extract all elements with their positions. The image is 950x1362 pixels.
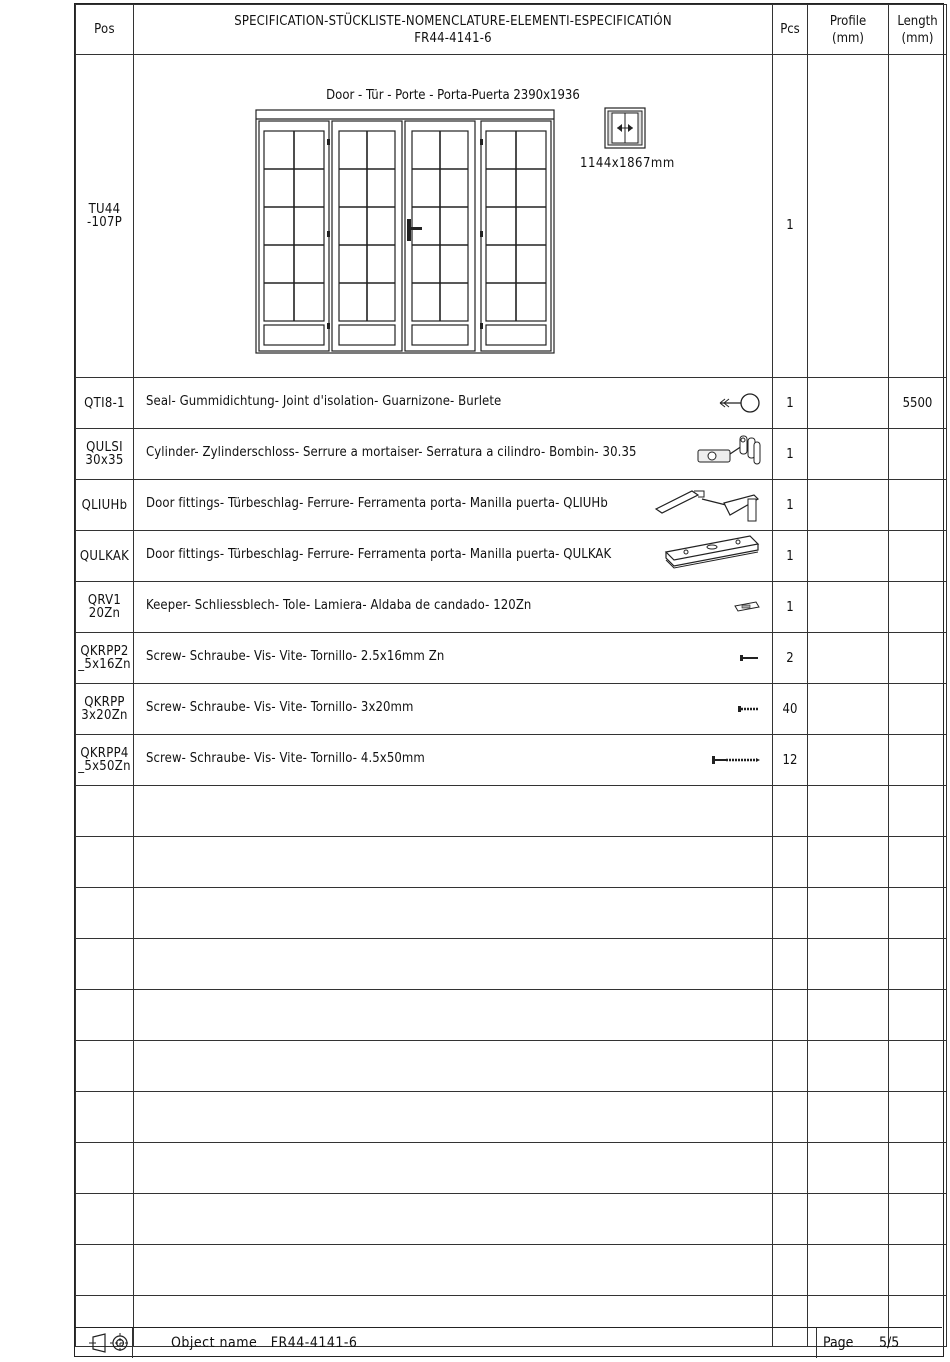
table-row [76, 480, 947, 531]
specification-table [75, 4, 947, 1347]
item-description [134, 531, 773, 582]
empty-cell [76, 888, 134, 939]
door-handle-icon [652, 482, 762, 528]
long-screw-icon [710, 737, 762, 783]
item-description-text: Screw- Schraube- Vis- Vite- Tornillo- 4.5x50mm [146, 751, 425, 766]
header-length [889, 5, 947, 55]
item-description-text: Door fittings- Türbeschlag- Ferrure- Ferramenta porta- Manilla puerta- QULKAK [146, 547, 612, 562]
item-rows [76, 378, 947, 786]
item-pos [76, 480, 134, 531]
empty-cell [76, 990, 134, 1041]
specification-sheet [74, 3, 944, 1357]
item-pos [76, 378, 134, 429]
empty-cell [134, 888, 773, 939]
door-description [134, 55, 773, 378]
empty-cell [773, 990, 808, 1041]
door-length [889, 55, 947, 378]
page-label: Page [823, 1335, 854, 1351]
cylinder-lock-icon [696, 431, 762, 477]
item-description-text: Door fittings- Türbeschlag- Ferrure- Ferramenta porta- Manilla puerta- QLIUHb [146, 496, 608, 511]
item-pcs: 1 [773, 582, 808, 633]
empty-row [76, 837, 947, 888]
item-pos [76, 633, 134, 684]
item-pos-line2: _5x16Zn [78, 657, 131, 672]
item-profile [808, 480, 889, 531]
empty-cell [134, 1245, 773, 1296]
object-name-value: FR44-4141-6 [270, 1335, 358, 1351]
header-pos: Pos [76, 5, 134, 55]
empty-cell [134, 1092, 773, 1143]
table-row [76, 378, 947, 429]
header-length-unit: (mm) [901, 30, 934, 46]
empty-rows [76, 786, 947, 1347]
empty-cell [773, 888, 808, 939]
table-row [76, 633, 947, 684]
item-profile [808, 633, 889, 684]
item-pos-line1: QKRPP2 [80, 644, 129, 659]
small-screw-icon [738, 635, 762, 681]
item-description-text: Keeper- Schliessblech- Tole- Lamiera- Aldaba de candado- 120Zn [146, 598, 532, 613]
item-length [889, 429, 947, 480]
door-pos-line2: -107P [86, 215, 123, 230]
door-plate-icon [662, 533, 762, 579]
item-description [134, 429, 773, 480]
empty-cell [808, 1143, 889, 1194]
header-pcs: Pcs [773, 5, 808, 55]
item-pcs: 1 [773, 531, 808, 582]
empty-cell [889, 786, 947, 837]
header-title-line1: SPECIFICATION-STÜCKLISTE-NOMENCLATURE-ELEMENTI-ESPECIFICATIÓN [234, 13, 672, 29]
empty-cell [808, 1041, 889, 1092]
item-profile [808, 735, 889, 786]
item-length [889, 582, 947, 633]
item-length: 5500 [889, 378, 947, 429]
item-pos [76, 735, 134, 786]
empty-cell [808, 990, 889, 1041]
item-pos-line2: 20Zn [88, 606, 121, 621]
empty-cell [134, 1143, 773, 1194]
table-row [76, 684, 947, 735]
empty-cell [76, 1245, 134, 1296]
item-description-text: Seal- Gummidichtung- Joint d'isolation- Guarnizone- Burlete [146, 394, 502, 409]
item-length [889, 633, 947, 684]
item-pcs: 1 [773, 480, 808, 531]
empty-cell [773, 1143, 808, 1194]
item-pos-line2: _5x50Zn [78, 759, 131, 774]
table-header [76, 5, 947, 55]
item-length [889, 480, 947, 531]
empty-cell [134, 939, 773, 990]
medium-screw-icon [736, 686, 762, 732]
empty-cell [773, 837, 808, 888]
empty-cell [134, 990, 773, 1041]
item-description-text: Screw- Schraube- Vis- Vite- Tornillo- 3x20mm [146, 700, 414, 715]
header-profile-label: Profile [829, 13, 867, 29]
keeper-icon [732, 584, 762, 630]
table-row [76, 531, 947, 582]
footer [75, 1327, 942, 1358]
empty-row [76, 990, 947, 1041]
empty-row [76, 1194, 947, 1245]
empty-cell [134, 1041, 773, 1092]
empty-row [76, 1092, 947, 1143]
empty-cell [808, 1194, 889, 1245]
item-pos-line2: 3x20Zn [81, 708, 128, 723]
empty-cell [76, 939, 134, 990]
item-length [889, 531, 947, 582]
header-title-line2: FR44-4141-6 [414, 30, 492, 46]
footer-spacer [132, 1328, 168, 1358]
item-pos-line1: QKRPP4 [80, 746, 129, 761]
item-description-text: Cylinder- Zylinderschloss- Serrure a mortaiser- Serratura a cilindro- Bombin- 30.35 [146, 445, 637, 460]
item-pos-line2: 30x35 [85, 453, 124, 468]
item-length [889, 735, 947, 786]
header-length-label: Length [897, 13, 938, 29]
door-drawing [255, 109, 555, 355]
item-pos-line1: QULSI [86, 440, 123, 455]
door-inset-size: 1144x1867mm [580, 155, 675, 171]
empty-row [76, 1245, 947, 1296]
item-description [134, 684, 773, 735]
table-row [76, 735, 947, 786]
empty-cell [76, 1092, 134, 1143]
door-pos-line1: TU44 [88, 202, 121, 217]
empty-cell [889, 1194, 947, 1245]
item-profile [808, 531, 889, 582]
projection-symbol-cell [75, 1328, 133, 1358]
empty-cell [889, 1041, 947, 1092]
item-pos-line1: QLIUHb [81, 497, 128, 513]
seal-icon [716, 380, 762, 426]
door-profile [808, 55, 889, 378]
item-description [134, 633, 773, 684]
projection-symbol-icon [75, 1328, 132, 1358]
item-pos-line1: QTI8-1 [84, 395, 125, 411]
empty-cell [889, 837, 947, 888]
empty-cell [808, 1245, 889, 1296]
object-name [171, 1335, 357, 1351]
empty-row [76, 1041, 947, 1092]
item-pos-line1: QKRPP [84, 695, 125, 710]
empty-cell [76, 1194, 134, 1245]
empty-row [76, 1143, 947, 1194]
door-pos [76, 55, 134, 378]
empty-cell [808, 888, 889, 939]
empty-cell [889, 1092, 947, 1143]
empty-cell [808, 939, 889, 990]
item-pos [76, 429, 134, 480]
empty-cell [134, 837, 773, 888]
item-length [889, 684, 947, 735]
item-pos-line1: QULKAK [79, 548, 130, 564]
item-description [134, 735, 773, 786]
item-pcs: 40 [773, 684, 808, 735]
door-drawing-area [134, 103, 772, 363]
empty-row [76, 888, 947, 939]
empty-cell [808, 837, 889, 888]
empty-cell [773, 1194, 808, 1245]
header-profile-unit: (mm) [832, 30, 864, 46]
object-name-label: Object name [171, 1335, 258, 1351]
item-profile [808, 684, 889, 735]
empty-cell [773, 939, 808, 990]
empty-cell [76, 786, 134, 837]
empty-cell [773, 1245, 808, 1296]
item-pos [76, 684, 134, 735]
empty-cell [889, 939, 947, 990]
page-indicator [816, 1328, 943, 1358]
empty-cell [889, 888, 947, 939]
empty-cell [889, 1245, 947, 1296]
item-pcs: 2 [773, 633, 808, 684]
empty-cell [134, 786, 773, 837]
header-profile [808, 5, 889, 55]
empty-cell [808, 1092, 889, 1143]
item-description [134, 480, 773, 531]
empty-row [76, 786, 947, 837]
header-title [134, 5, 773, 55]
door-row [76, 55, 947, 378]
empty-cell [889, 990, 947, 1041]
empty-cell [773, 786, 808, 837]
empty-cell [773, 1092, 808, 1143]
door-pcs: 1 [773, 55, 808, 378]
item-profile [808, 429, 889, 480]
item-description [134, 378, 773, 429]
empty-cell [889, 1143, 947, 1194]
item-pcs: 1 [773, 429, 808, 480]
empty-cell [808, 786, 889, 837]
empty-cell [76, 837, 134, 888]
empty-cell [134, 1194, 773, 1245]
empty-cell [76, 1143, 134, 1194]
item-pcs: 12 [773, 735, 808, 786]
table-row [76, 429, 947, 480]
page-number: 5/5 [879, 1335, 900, 1351]
empty-cell [76, 1041, 134, 1092]
empty-row [76, 939, 947, 990]
item-profile [808, 582, 889, 633]
item-pos [76, 582, 134, 633]
item-pcs: 1 [773, 378, 808, 429]
item-pos-line1: QRV1 [87, 593, 122, 608]
table-row [76, 582, 947, 633]
item-profile [808, 378, 889, 429]
door-inset-icon [604, 107, 646, 151]
item-description [134, 582, 773, 633]
door-title: Door - Tür - Porte - Porta-Puerta 2390x1936 [326, 87, 580, 103]
item-pos [76, 531, 134, 582]
empty-cell [773, 1041, 808, 1092]
item-description-text: Screw- Schraube- Vis- Vite- Tornillo- 2.5x16mm Zn [146, 649, 445, 664]
